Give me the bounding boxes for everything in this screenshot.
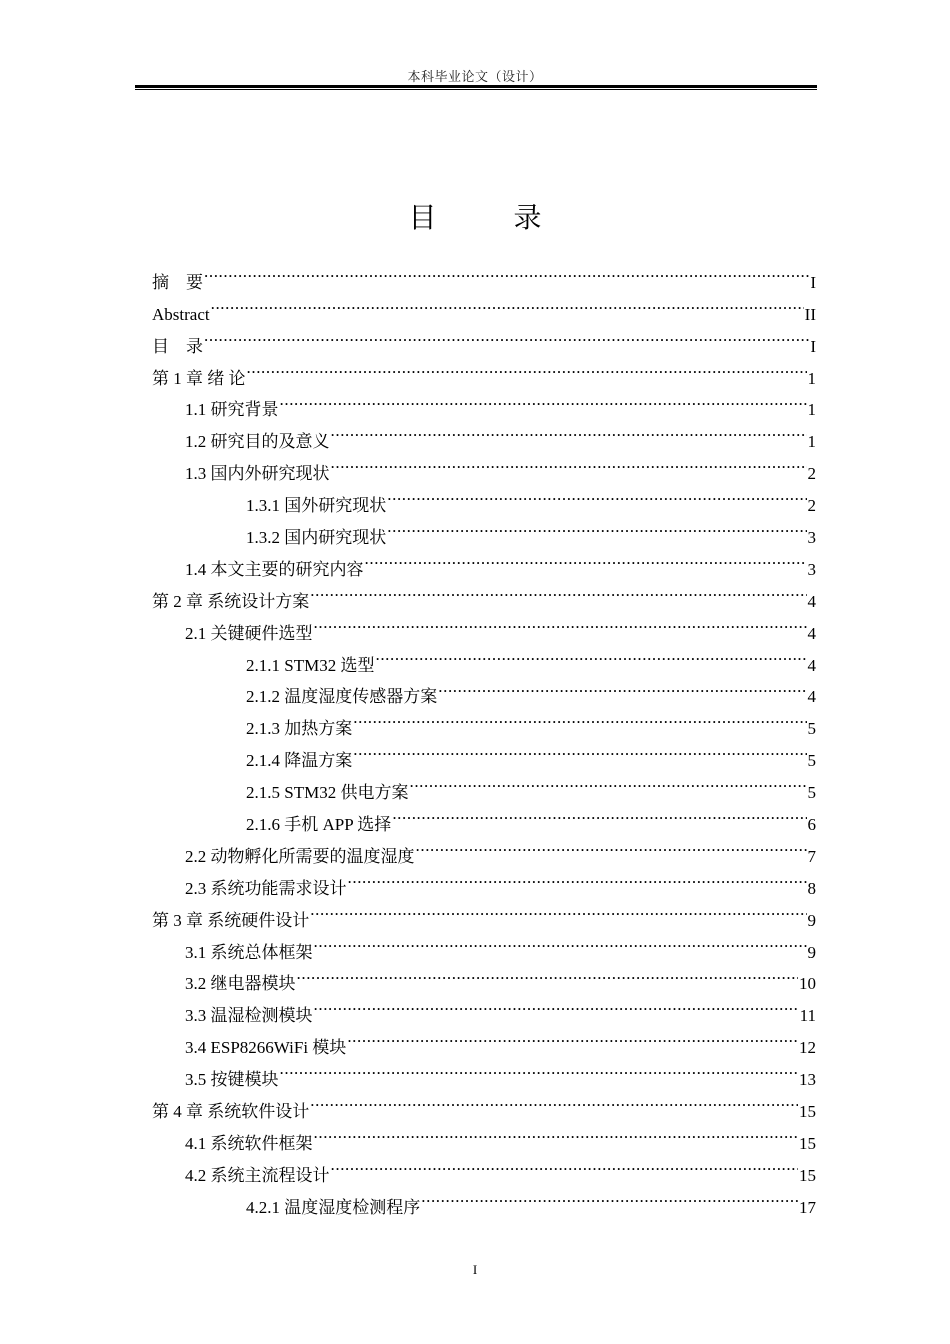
- toc-entry-page: 5: [807, 751, 816, 771]
- toc-entry-page: 13: [799, 1070, 816, 1090]
- toc-dot-leader: [365, 543, 807, 575]
- toc-dot-leader: [211, 288, 804, 320]
- toc-dot-leader: [331, 447, 807, 479]
- toc-dot-leader: [204, 320, 809, 352]
- toc-entry-label: 1.3 国内外研究现状: [185, 464, 330, 484]
- toc-entry-label: 目 录: [152, 336, 203, 356]
- toc-entry[interactable]: [152, 256, 816, 292]
- toc-entry-page: 3: [807, 559, 816, 579]
- toc-entry-page: 1: [807, 432, 816, 452]
- toc-entry-page: 15: [799, 1165, 816, 1185]
- toc-entry-page: II: [804, 304, 816, 324]
- toc-entry-label: 第 1 章 绪 论: [152, 368, 246, 388]
- toc-dot-leader: [314, 607, 807, 639]
- toc-entry-label: 2.3 系统功能需求设计: [185, 878, 347, 898]
- toc-entry-page: 7: [807, 846, 816, 866]
- toc-entry-label: 1.2 研究目的及意义: [185, 432, 330, 452]
- toc-entry-page: 9: [807, 942, 816, 962]
- toc-entry-page: 10: [799, 974, 816, 994]
- toc-entry-label: 3.3 温湿检测模块: [185, 1006, 313, 1026]
- header-rule-thin: [135, 89, 817, 90]
- toc-entry-label: 2.2 动物孵化所需要的温度湿度: [185, 846, 415, 866]
- toc-dot-leader: [247, 352, 807, 384]
- toc-entry-page: 4: [807, 591, 816, 611]
- toc-dot-leader: [348, 862, 807, 894]
- toc-entry-page: 1: [807, 368, 816, 388]
- toc-entry[interactable]: [152, 320, 816, 356]
- toc-dot-leader: [314, 989, 799, 1021]
- toc-entry-page: I: [810, 272, 816, 292]
- toc-entry-label: 2.1.1 STM32 选型: [246, 655, 375, 675]
- toc-entry-page: 6: [807, 815, 816, 835]
- toc-entry-label: 2.1 关键硬件选型: [185, 623, 313, 643]
- toc-dot-leader: [375, 639, 806, 671]
- toc-entry-label: 2.1.5 STM32 供电方案: [246, 783, 409, 803]
- toc-entry-page: 8: [807, 878, 816, 898]
- toc-dot-leader: [353, 734, 806, 766]
- toc-dot-leader: [438, 671, 806, 703]
- toc-dot-leader: [392, 798, 806, 830]
- toc-entry-page: 15: [799, 1102, 816, 1122]
- toc-entry[interactable]: [152, 288, 816, 324]
- footer-page-number: I: [472, 1262, 478, 1277]
- toc-dot-leader: [387, 511, 806, 543]
- toc-dot-leader: [331, 415, 807, 447]
- toc-dot-leader: [387, 479, 806, 511]
- toc-dot-leader: [297, 958, 799, 990]
- toc-entry-label: 4.1 系统软件框架: [185, 1133, 313, 1153]
- toc-entry-page: 4: [807, 687, 816, 707]
- toc-entry-label: 3.2 继电器模块: [185, 974, 296, 994]
- toc-dot-leader: [204, 256, 809, 288]
- toc-entry-label: 第 3 章 系统硬件设计: [152, 910, 310, 930]
- toc-entry-label: 4.2 系统主流程设计: [185, 1165, 330, 1185]
- toc-entry-page: 12: [799, 1038, 816, 1058]
- toc-entry-label: 第 4 章 系统软件设计: [152, 1102, 310, 1122]
- toc-dot-leader: [416, 830, 807, 862]
- toc-dot-leader: [314, 1117, 799, 1149]
- toc-entry-label: 2.1.4 降温方案: [246, 751, 353, 771]
- toc-dot-leader: [409, 766, 806, 798]
- toc-entry[interactable]: [152, 384, 816, 420]
- toc-entry-page: 15: [799, 1133, 816, 1153]
- toc-entry-label: 3.5 按键模块: [185, 1070, 279, 1090]
- toc-entry-label: 第 2 章 系统设计方案: [152, 591, 310, 611]
- toc-entry-page: 11: [799, 1006, 816, 1026]
- running-header: 本科毕业论文（设计）: [407, 69, 543, 84]
- toc-entry-page: 2: [807, 464, 816, 484]
- toc-dot-leader: [331, 1149, 799, 1181]
- toc-entry-page: 4: [807, 623, 816, 643]
- toc-dot-leader: [310, 1085, 798, 1117]
- toc-entry[interactable]: [152, 352, 816, 388]
- toc-dot-leader: [314, 926, 807, 958]
- toc-entry-page: 5: [807, 719, 816, 739]
- toc-entry-page: 5: [807, 783, 816, 803]
- toc-entry-label: 2.1.6 手机 APP 选择: [246, 815, 392, 835]
- toc-entry-page: 2: [807, 496, 816, 516]
- toc-entry-label: 2.1.3 加热方案: [246, 719, 353, 739]
- page-title: 目 录: [408, 201, 576, 234]
- toc-entry-label: 3.4 ESP8266WiFi 模块: [185, 1038, 347, 1058]
- toc-dot-leader: [353, 702, 806, 734]
- toc-dot-leader: [347, 1021, 798, 1053]
- toc-entry-label: 1.1 研究背景: [185, 400, 279, 420]
- toc-entry-label: 摘 要: [152, 272, 203, 292]
- toc-entry-page: 3: [807, 528, 816, 548]
- toc-entry-page: 1: [807, 400, 816, 420]
- toc-dot-leader: [310, 894, 806, 926]
- toc-entry-page: 4: [807, 655, 816, 675]
- toc-entry-page: 9: [807, 910, 816, 930]
- toc-entry-label: 4.2.1 温度湿度检测程序: [246, 1197, 421, 1217]
- toc-entry-page: 17: [799, 1197, 816, 1217]
- toc-entry-label: 1.3.2 国内研究现状: [246, 528, 387, 548]
- toc-dot-leader: [421, 1181, 798, 1213]
- toc-entry-page: I: [810, 336, 816, 356]
- table-of-contents: [152, 256, 816, 1217]
- toc-entry-label: 2.1.2 温度湿度传感器方案: [246, 687, 438, 707]
- toc-dot-leader: [310, 575, 806, 607]
- toc-dot-leader: [280, 384, 807, 416]
- toc-entry-label: 3.1 系统总体框架: [185, 942, 313, 962]
- toc-entry-label: Abstract: [152, 304, 210, 324]
- header-rule-thick: [135, 85, 817, 88]
- toc-entry-label: 1.3.1 国外研究现状: [246, 496, 387, 516]
- toc-entry-label: 1.4 本文主要的研究内容: [185, 559, 364, 579]
- toc-dot-leader: [280, 1053, 799, 1085]
